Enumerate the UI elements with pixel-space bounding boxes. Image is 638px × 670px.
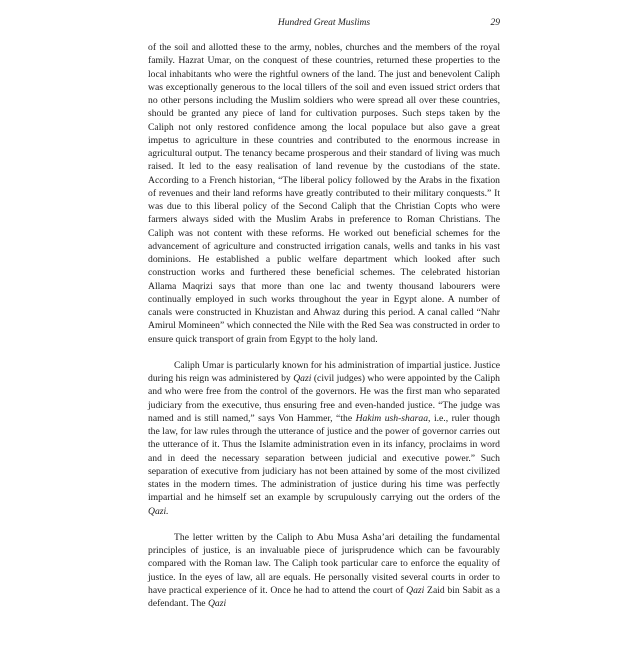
- text-segment-italic: Qazi: [293, 373, 312, 384]
- text-segment-italic: Qazi: [207, 598, 227, 609]
- running-title: Hundred Great Muslims: [277, 18, 371, 28]
- text-segment: Caliph Umar is particularly known for his administration of impartial justice. Justice during his reign was administered by: [148, 359, 500, 384]
- text-segment-italic: Qazi.: [148, 505, 169, 517]
- text-segment: Zaid bin Sabit as a defendant. The: [148, 584, 501, 609]
- text-segment: The letter written by the Caliph to Abu Musa Asha’ari detailing the fundamental principles of justice, is an invaluable piece of jurisprudence which can be favourably compared with the Roman law. The Caliph took particular care to enforce the equality of justice. In the eyes of law, all are equals. He personally visited several courts in order to have practical experience of it. Once he had to attend the court of: [148, 531, 500, 596]
- running-head: [148, 18, 500, 32]
- paragraph: [148, 41, 500, 346]
- text-segment-italic: Hakim ush-sharaa: [355, 412, 429, 424]
- page-number: 29: [490, 18, 500, 28]
- text-segment: , i.e., ruler though the law, for law rules through the utterance of justice and the power of governor carries out the utterance of it. Thus the Islamite administration even in its infancy, proclaims in word and in deed the necessary separation between judicial and executive power.” Such separation of executive from judiciary has not been attained by some of the most civilized states in the modern times. The administration of justice during his time was perfectly impartial and he himself set an example by scrupulously carrying out the orders of the: [148, 412, 500, 504]
- paragraph: [148, 531, 500, 611]
- paragraph: [148, 359, 500, 518]
- text-segment: (civil judges) who were appointed by the Caliph and who were free from the control of the governors. He was the first man who separated judiciary from the executive, thus ensuring free and even-handed justice. “The judge was named and is still named,” says Von Hammer, “the: [148, 373, 500, 424]
- text-segment-italic: Qazi: [406, 584, 425, 596]
- body-text: [148, 41, 500, 610]
- text-segment: of the soil and allotted these to the army, nobles, churches and the members of the royal family. Hazrat Umar, on the conquest of these countries, returned these properties to the local inhabitants who were the rightful owners of the land. The just and benevolent Caliph was exceptionally generous to the local tillers of the soil and even issued strict orders that no other persons including the Muslim soldiers who were spread all over these countries, should be granted any piece of land for cultivation purposes. Such steps taken by the Caliph not only restored confidence among the local populace but also gave a great impetus to agriculture in these countries and contributed to the enormous increase in agricultural output. The tenancy became prosperous and their standard of living was much raised. It led to the easy realisation of land revenue by the custodians of the state. According to a French historian, “The liberal policy followed by the Arabs in the fixation of revenues and their land reforms have greatly contributed to their military conquests.” It was due to this liberal policy of the Second Caliph that the Christian Copts who were farmers always sided with the Muslim Arabs in preference to Roman Christians. The Caliph was not content with these reforms. He worked out beneficial schemes for the advancement of agriculture and constructed irrigation canals, wells and tanks in his vast dominions. He established a public welfare department which looked after such construction works and furthered these beneficial schemes. The celebrated historian Allama Maqrizi says that more than one lac and twenty thousand labourers were continually employed in such works throughout the year in Egypt alone. A number of canals were constructed in Khuzistan and Ahwaz during this period. A canal called “Nahr Amirul Momineen” which connected the Nile with the Red Sea was constructed in order to ensure quick transport of grain from Egypt to the holy land.: [148, 42, 500, 345]
